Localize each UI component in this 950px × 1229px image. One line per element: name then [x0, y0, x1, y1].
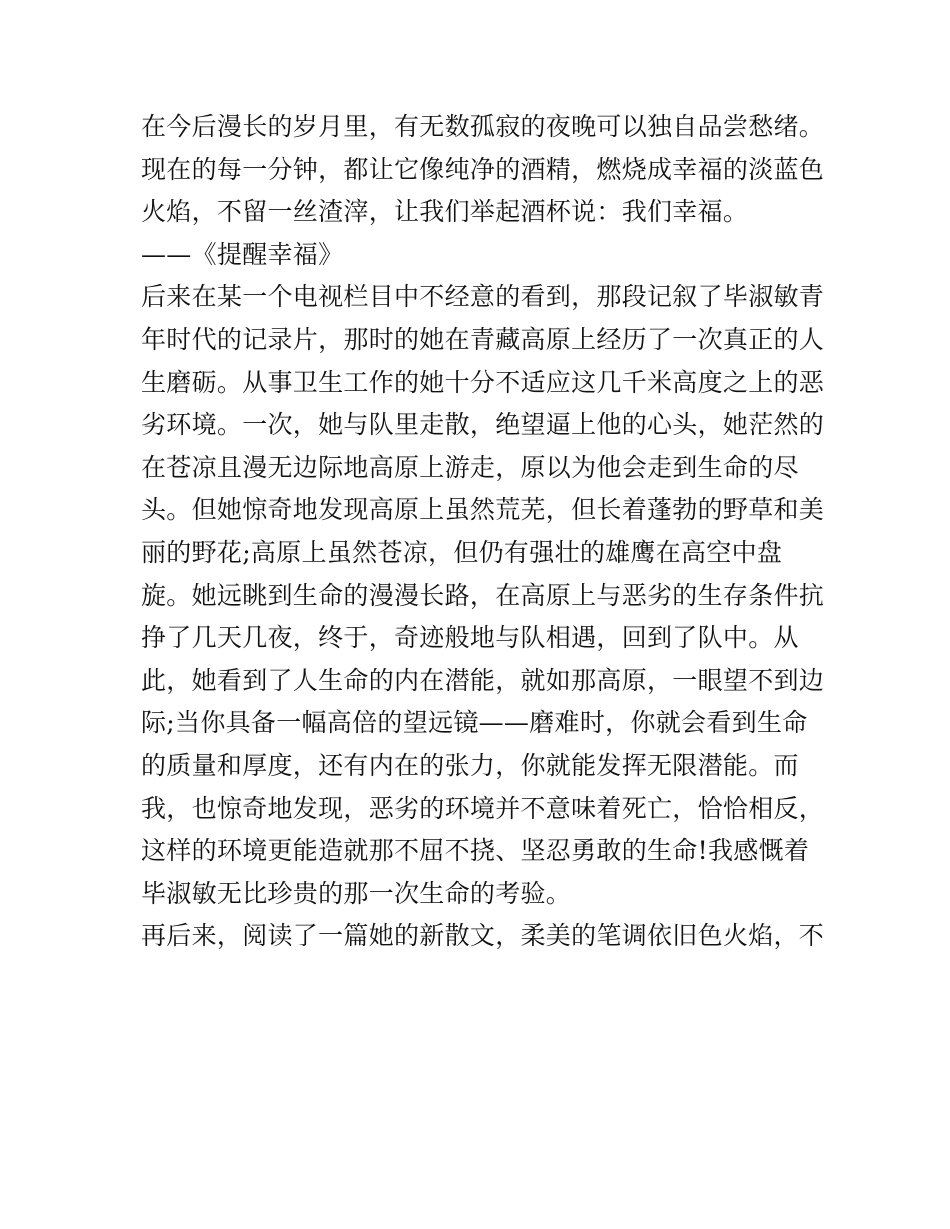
text-line: 在苍凉且漫无边际地高原上游走，原以为他会走到生命的尽 [141, 452, 799, 482]
text-line: 火焰，不留一丝渣滓，让我们举起酒杯说：我们幸福。 [141, 197, 749, 227]
text-line: 再后来，阅读了一篇她的新散文，柔美的笔调依旧色火焰，不 [141, 921, 825, 951]
paragraph-continued [141, 915, 825, 958]
text-line: 在今后漫长的岁月里，有无数孤寂的夜晚可以独自品尝愁绪。 [141, 112, 825, 141]
text-line: 后来在某一个电视栏目中不经意的看到，那段记叙了毕淑敏青 [141, 282, 825, 312]
text-line: 的质量和厚度，还有内在的张力，你就能发挥无限潜能。而 [141, 750, 799, 780]
text-line: 年时代的记录片，那时的她在青藏高原上经历了一次真正的人 [141, 324, 825, 354]
text-line: 丽的野花;高原上虽然苍凉，但仍有强壮的雄鹰在高空中盘 [141, 537, 783, 567]
text-line: 头。但她惊奇地发现高原上虽然荒芜，但长着蓬勃的野草和美 [141, 495, 825, 525]
text-line: 劣环境。一次，她与队里走散，绝望逼上他的心头，她茫然的 [141, 410, 825, 440]
text-line: 旋。她远眺到生命的漫漫长路，在高原上与恶劣的生存条件抗 [141, 580, 825, 610]
text-line: 此，她看到了人生命的内在潜能，就如那高原，一眼望不到边 [141, 665, 825, 695]
text-line: 挣了几天几夜，终于，奇迹般地与队相遇，回到了队中。从 [141, 623, 799, 653]
text-line: 这样的环境更能造就那不屈不挠、坚忍勇敢的生命!我感慨着 [141, 836, 810, 866]
source-attribution: ——《提醒幸福》 [141, 239, 344, 269]
paragraph-quote [141, 106, 825, 234]
text-line: 我，也惊奇地发现，恶劣的环境并不意味着死亡，恰恰相反， [141, 793, 825, 823]
document-body [141, 106, 825, 958]
paragraph-main [141, 276, 825, 915]
text-line: 生磨砺。从事卫生工作的她十分不适应这几千米高度之上的恶 [141, 367, 825, 397]
text-line: 毕淑敏无比珍贵的那一次生命的考验。 [141, 878, 572, 908]
text-line: 际;当你具备一幅高倍的望远镜——磨难时，你就会看到生命 [141, 708, 808, 738]
text-line: 现在的每一分钟，都让它像纯净的酒精，燃烧成幸福的淡蓝色 [141, 154, 825, 184]
paragraph-source [141, 234, 821, 277]
